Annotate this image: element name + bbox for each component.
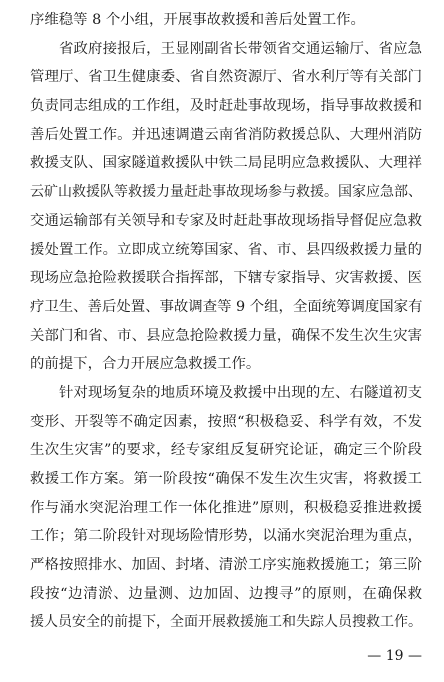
text-line: 严格按照排水、加固、封堵、清淤工序实施救援施工；第三阶: [30, 557, 422, 574]
text-line: 关部门和省、市、县应急抢险救援力量，确保不发生次生灾害: [30, 327, 422, 344]
text-line: 的前提下，合力开展应急救援工作。: [30, 356, 261, 373]
text-line: 省政府接报后，王显刚副省长带领省交通运输厅、省应急: [59, 40, 422, 57]
text-line: 援人员安全的前提下，全面开展救援施工和失踪人员搜救工作。: [30, 614, 422, 631]
text-line: 疗卫生、善后处置、事故调查等 9 个组，全面统筹调度国家有: [30, 298, 422, 315]
body-text: [30, 6, 422, 637]
text-line: 段按“边清淤、边量测、边加固、边搜寻”的原则，在确保救: [30, 585, 422, 602]
text-line: 救援支队、国家隧道救援队中铁二局昆明应急救援队、大理祥: [30, 155, 422, 172]
text-line: 云矿山救援队等救援力量赶赴事故现场参与救援。国家应急部、: [30, 184, 422, 201]
text-line: 交通运输部有关领导和专家及时赶赴事故现场指导督促应急救: [30, 212, 422, 229]
text-line: 变形、开裂等不确定因素，按照“积极稳妥、科学有效，不发: [30, 413, 422, 430]
text-line: 工作；第二阶段针对现场险情形势，以涌水突泥治理为重点，: [30, 528, 422, 545]
text-line: 善后处置工作。并迅速调遣云南省消防救援总队、大理州消防: [30, 126, 422, 143]
text-line: 负责同志组成的工作组，及时赶赴事故现场，指导事故救援和: [30, 98, 422, 115]
text-line: 序维稳等 8 个小组，开展事故救援和善后处置工作。: [30, 12, 365, 28]
page-number: — 19 —: [367, 648, 422, 664]
text-line: 管理厅、省卫生健康委、省自然资源厅、省水利厅等有关部门: [30, 69, 422, 86]
text-line: 生次生灾害”的要求，经专家组反复研究论证，确定三个阶段: [30, 442, 422, 459]
text-line: 作与涌水突泥治理工作一体化推进”原则，积极稳妥推进救援: [30, 499, 422, 516]
text-line: 援处置工作。立即成立统筹国家、省、市、县四级救援力量的: [30, 241, 422, 258]
text-line: 针对现场复杂的地质环境及救援中出现的左、右隧道初支: [59, 384, 422, 401]
text-line: 救援工作方案。第一阶段按“确保不发生次生灾害，将救援工: [30, 471, 422, 487]
text-line: 现场应急抢险救援联合指挥部，下辖专家指导、灾害救援、医: [30, 270, 422, 287]
